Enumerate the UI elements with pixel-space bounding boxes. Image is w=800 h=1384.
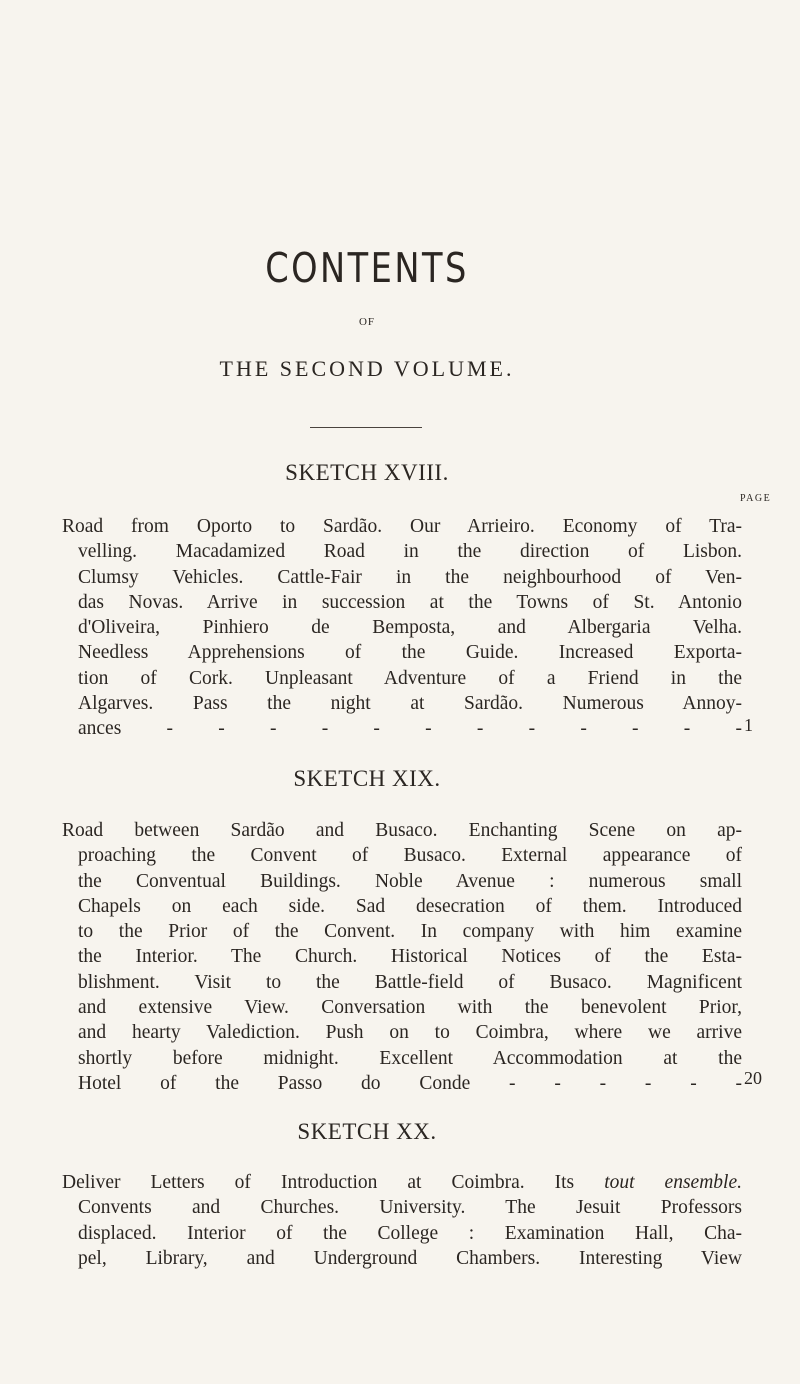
page-title-of: OF bbox=[358, 316, 376, 328]
sketch-entry-xviii bbox=[62, 514, 742, 742]
entry-line: and hearty Valediction. Push on to Coimbra, where we arrive bbox=[78, 1022, 742, 1044]
sketch-heading-xx: SKETCH XX. bbox=[297, 1119, 437, 1144]
entry-line: Road from Oporto to Sardão. Our Arrieiro. Economy of Tra- bbox=[62, 516, 742, 537]
entry-line: the Conventual Buildings. Noble Avenue : numerous small bbox=[78, 870, 742, 892]
entry-line: Road between Sardão and Busaco. Enchanting Scene on ap- bbox=[62, 820, 742, 841]
entry-line: and extensive View. Conversation with the benevolent Prior, bbox=[78, 997, 742, 1019]
page-title: CONTENTS bbox=[265, 244, 469, 292]
page-number: 1 bbox=[744, 715, 753, 735]
entry-line: Algarves. Pass the night at Sardão. Numerous Annoy- bbox=[78, 693, 742, 715]
entry-line: the Interior. The Church. Historical Notices of the Esta- bbox=[78, 946, 742, 968]
entry-line: pel, Library, and Underground Chambers. Interesting View bbox=[78, 1247, 742, 1269]
sketch-heading-xix: SKETCH XIX. bbox=[293, 766, 441, 791]
entry-line: Chapels on each side. Sad desecration of them. Introduced bbox=[78, 895, 742, 917]
entry-line: displaced. Interior of the College : Examination Hall, Cha- bbox=[78, 1222, 742, 1244]
entry-line: d'Oliveira, Pinhiero de Bemposta, and Albergaria Velha. bbox=[78, 617, 742, 639]
entry-line-text: Deliver Letters of Introduction at Coimbra. Its bbox=[62, 1172, 605, 1193]
sketch-entry-xix bbox=[62, 818, 742, 1096]
page-number: 20 bbox=[744, 1068, 762, 1088]
entry-line-emphasis: tout ensemble. bbox=[604, 1172, 742, 1193]
entry-line: Needless Apprehensions of the Guide. Increased Exporta- bbox=[78, 642, 742, 664]
sketch-heading-xviii: SKETCH XVIII. bbox=[285, 460, 449, 485]
entry-line: proaching the Convent of Busaco. External appearance of bbox=[78, 845, 742, 867]
page-subtitle: THE SECOND VOLUME. bbox=[219, 356, 515, 381]
title-divider bbox=[310, 427, 422, 428]
entry-line bbox=[62, 1170, 742, 1195]
entry-line: velling. Macadamized Road in the direction of Lisbon. bbox=[78, 541, 742, 563]
entry-line: Convents and Churches. University. The Jesuit Professors bbox=[78, 1197, 742, 1219]
entry-line: Clumsy Vehicles. Cattle-Fair in the neighbourhood of Ven- bbox=[78, 566, 742, 588]
entry-line: ances - - - - - - - - - - - - bbox=[78, 718, 742, 740]
entry-line: tion of Cork. Unpleasant Adventure of a Friend in the bbox=[78, 667, 742, 689]
entry-line: Hotel of the Passo do Conde - - - - - - bbox=[78, 1072, 742, 1094]
entry-line: shortly before midnight. Excellent Accommodation at the bbox=[78, 1047, 742, 1069]
entry-line: to the Prior of the Convent. In company with him examine bbox=[78, 921, 742, 943]
page-column-label: PAGE bbox=[740, 493, 772, 504]
sketch-entry-xx bbox=[62, 1170, 742, 1271]
entry-line: blishment. Visit to the Battle-field of Busaco. Magnificent bbox=[78, 971, 742, 993]
entry-line: das Novas. Arrive in succession at the Towns of St. Antonio bbox=[78, 591, 742, 613]
